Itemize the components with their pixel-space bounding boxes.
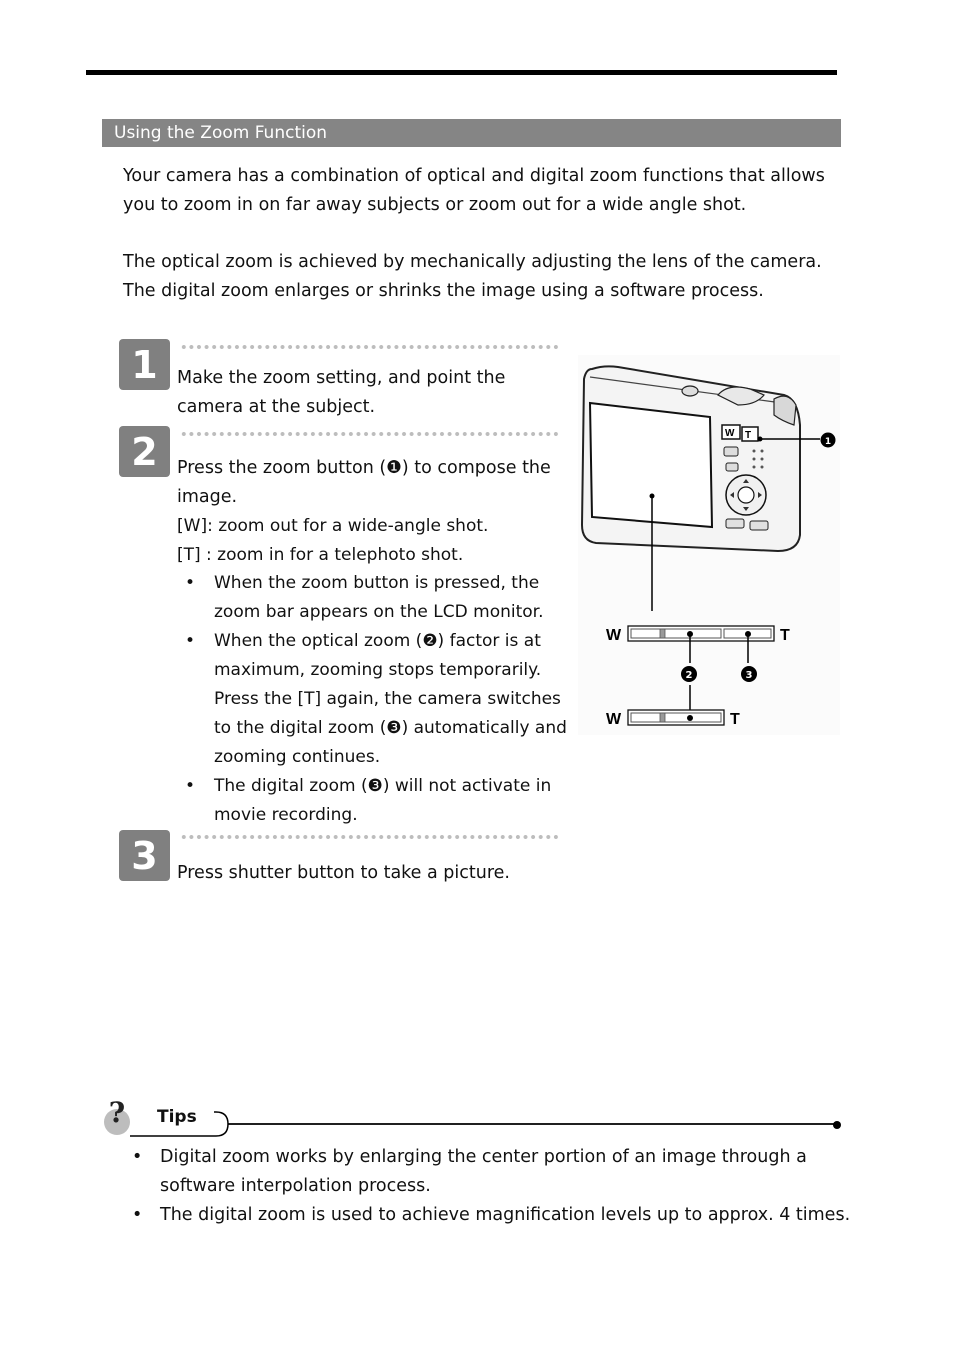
svg-text:1: 1: [824, 437, 832, 447]
svg-text:2: 2: [685, 670, 693, 681]
list-item: [177, 772, 567, 830]
list-item: [132, 1201, 852, 1230]
bar2-w-label: W: [606, 711, 622, 728]
bullet-marker: •: [185, 631, 196, 651]
tip-text: Digital zoom works by enlarging the center portion of an image through a software interpolation process.: [160, 1147, 807, 1196]
svg-text:3: 3: [745, 670, 753, 681]
svg-text:?: ?: [108, 1098, 126, 1129]
tips-list: [132, 1143, 852, 1230]
camera-illustration: [578, 355, 840, 735]
bullet-text: When the optical zoom (❷) factor is at maximum, zooming stops temporarily. Press the [T] again, the camera switches to the digital zoom (❸) automatically and zooming continues.: [214, 631, 567, 767]
button-t-label: T: [745, 430, 752, 441]
intro-paragraph-2: The optical zoom is achieved by mechanically adjusting the lens of the camera. The digital zoom enlarges or shrinks the image using a software process.: [123, 252, 822, 301]
list-item: [132, 1143, 852, 1201]
bullet-marker: •: [185, 573, 196, 593]
camera-zoom-figure: [578, 355, 840, 735]
bar1-t-label: T: [780, 627, 790, 644]
bullet-marker: •: [185, 776, 196, 796]
step-2-divider: [180, 431, 560, 437]
list-item: [177, 627, 567, 772]
bullet-text: When the zoom button is pressed, the zoom bar appears on the LCD monitor.: [214, 573, 544, 622]
tip-text: The digital zoom is used to achieve magnification levels up to approx. 4 times.: [160, 1205, 851, 1225]
tips-rule: [130, 1108, 845, 1140]
step-1-badge: 1: [119, 339, 170, 390]
top-rule: [86, 70, 837, 75]
bullet-text: The digital zoom (❸) will not activate in movie recording.: [214, 776, 552, 825]
step-1-divider: [180, 344, 560, 350]
button-w-label: W: [725, 428, 735, 439]
step-1-text: Make the zoom setting, and point the camera at the subject.: [177, 368, 506, 417]
question-mark-icon: [103, 1098, 131, 1136]
list-item: [177, 569, 567, 627]
step-3-text: Press shutter button to take a picture.: [177, 863, 510, 883]
step-2-badge: 2: [119, 426, 170, 477]
bullet-marker: •: [132, 1205, 143, 1225]
step-2-text: Press the zoom button (❶) to compose the image.: [177, 458, 551, 507]
step-3-badge: 3: [119, 830, 170, 881]
step-2-w-line: [W]: zoom out for a wide-angle shot.: [177, 516, 489, 536]
section-title: Using the Zoom Function: [102, 119, 841, 147]
bar1-w-label: W: [606, 627, 622, 644]
step-2-t-line: [T] : zoom in for a telephoto shot.: [177, 545, 464, 565]
step-2-bullets: [177, 569, 567, 830]
intro-paragraph-1: Your camera has a combination of optical and digital zoom functions that allows you to zoom in on far away subjects or zoom out for a wide angle shot.: [123, 166, 825, 215]
tips-heading: Tips: [157, 1107, 197, 1127]
step-3-divider: [180, 834, 560, 840]
bullet-marker: •: [132, 1147, 143, 1167]
bar2-t-label: T: [730, 711, 740, 728]
